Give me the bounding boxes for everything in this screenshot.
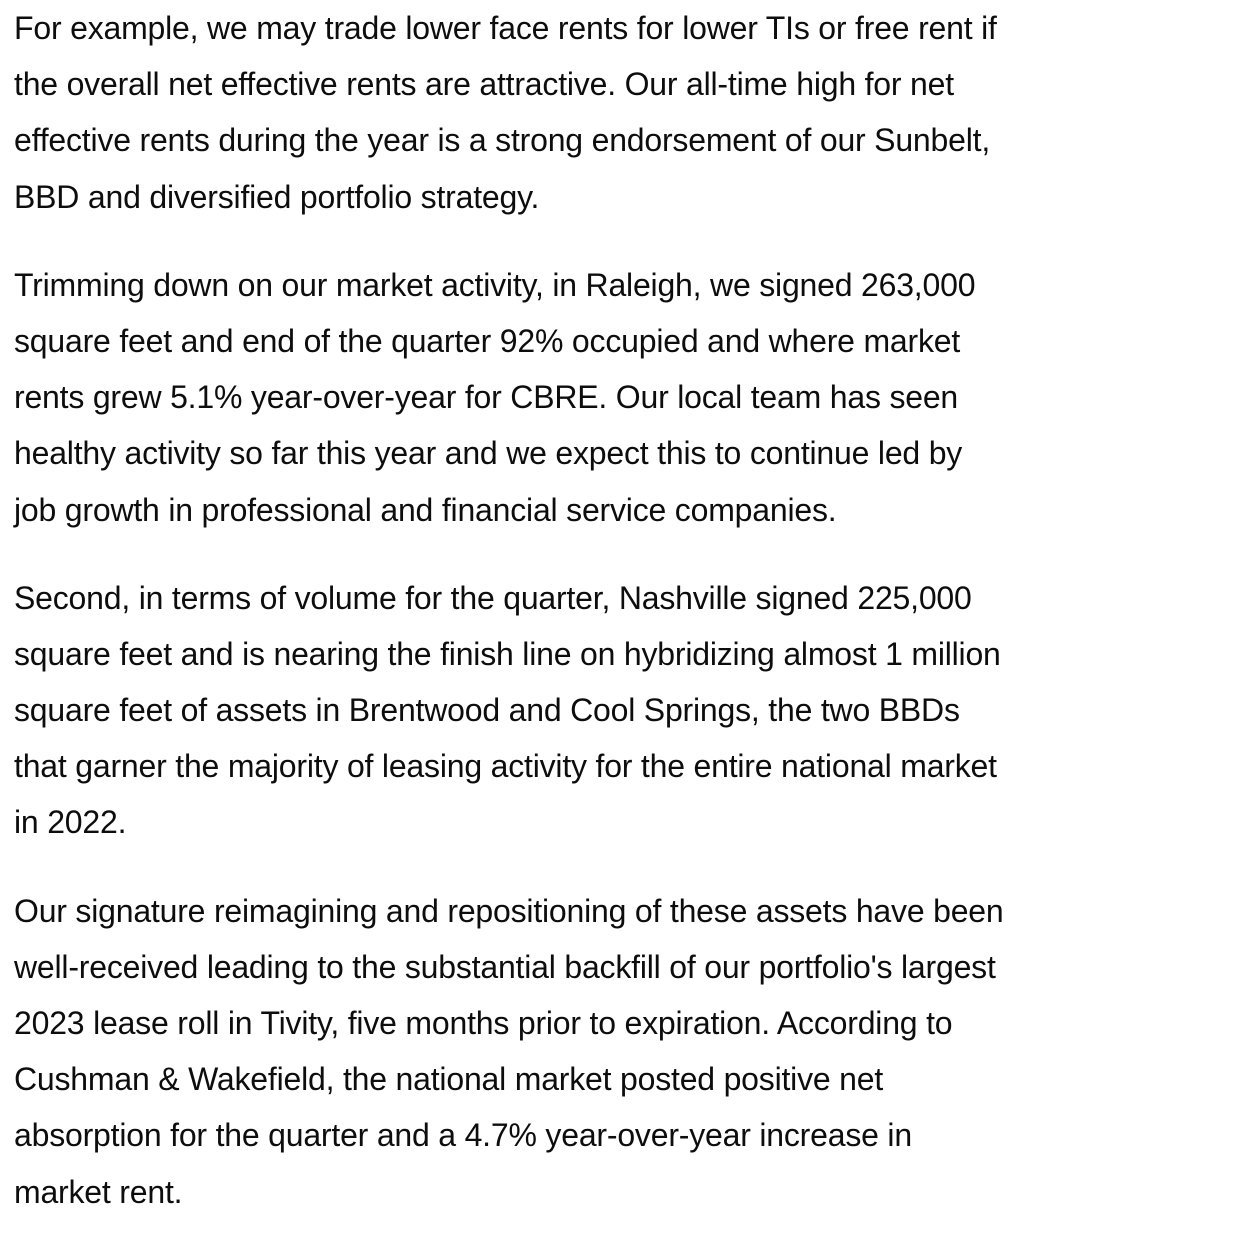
- text-line: Cushman & Wakefield, the national market posted positive net: [14, 1061, 884, 1098]
- text-line: rents grew 5.1% year-over-year for CBRE. Our local team has seen: [14, 379, 959, 416]
- paragraph-leasing-strategy: [14, 0, 1224, 225]
- text-line: square feet and is nearing the finish line on hybridizing almost 1 million: [14, 635, 1001, 672]
- text-line: For example, we may trade lower face rents for lower TIs or free rent if: [14, 10, 997, 46]
- text-line: effective rents during the year is a strong endorsement of our Sunbelt,: [14, 122, 991, 159]
- text-line: Our signature reimagining and repositioning of these assets have been: [14, 892, 1004, 929]
- text-line: Trimming down on our market activity, in Raleigh, we signed 263,000: [14, 266, 976, 303]
- text-line: square feet of assets in Brentwood and Cool Springs, the two BBDs: [14, 692, 960, 729]
- text-line: absorption for the quarter and a 4.7% year-over-year increase in: [14, 1117, 912, 1154]
- text-line: the overall net effective rents are attractive. Our all-time high for net: [14, 66, 954, 103]
- document-body: [14, 0, 1224, 1252]
- paragraph-raleigh: [14, 257, 1224, 538]
- paragraph-nashville: [14, 570, 1224, 851]
- text-line: market rent.: [14, 1173, 183, 1210]
- paragraph-repositioning: [14, 883, 1224, 1220]
- text-line: job growth in professional and financial service companies.: [14, 491, 837, 528]
- text-line: BBD and diversified portfolio strategy.: [14, 178, 540, 215]
- text-line: that garner the majority of leasing activity for the entire national market: [14, 748, 997, 785]
- text-line: healthy activity so far this year and we expect this to continue led by: [14, 435, 963, 472]
- text-line: well-received leading to the substantial backfill of our portfolio's largest: [14, 948, 996, 985]
- text-line: Second, in terms of volume for the quarter, Nashville signed 225,000: [14, 579, 972, 616]
- text-line: in 2022.: [14, 804, 127, 841]
- text-line: square feet and end of the quarter 92% occupied and where market: [14, 322, 961, 359]
- text-line: 2023 lease roll in Tivity, five months prior to expiration. According to: [14, 1005, 953, 1041]
